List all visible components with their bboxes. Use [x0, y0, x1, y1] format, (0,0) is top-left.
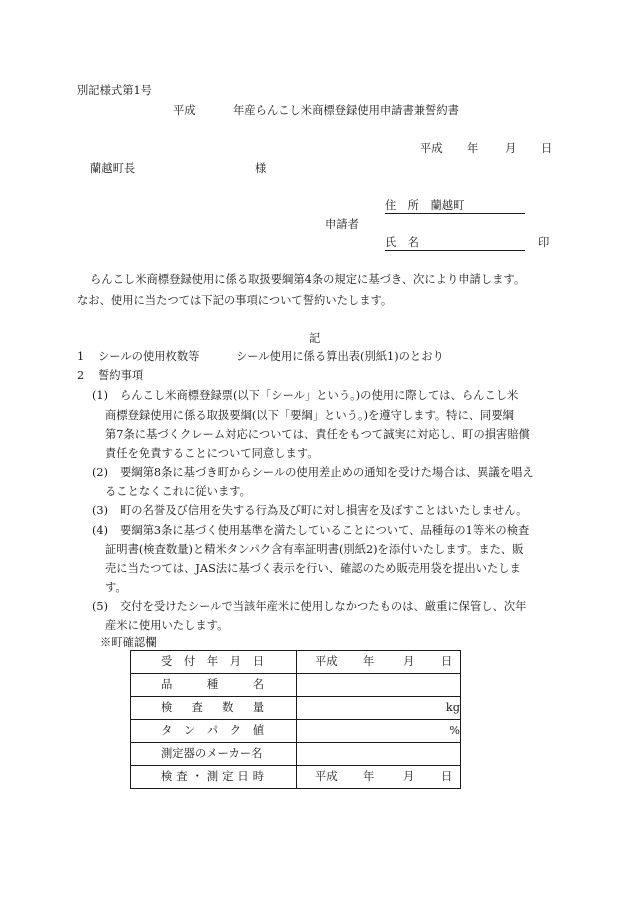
- address-field: [385, 200, 525, 214]
- pledge-item-line: 責任を免責することについて同意します。: [105, 447, 319, 460]
- pledge-item-line: 要綱第3条に基づく使用基準を満たしていることについて、品種毎の1等米の検査: [120, 524, 530, 537]
- confirm-label-meter-maker: 測定器のメーカー名: [131, 743, 297, 766]
- section-1-value: シール使用に係る算出表(別紙1)のとおり: [236, 350, 444, 363]
- intro-line-1: らんこし米商標登録使用に係る取扱要綱第4条の規定に基づき、次により申請します。: [90, 273, 526, 286]
- title-era: 平成: [173, 104, 196, 117]
- pledge-item-line: 交付を受けたシールで当該年産米に使用しなかつたものは、厳重に保管し、次年: [120, 600, 527, 613]
- pledge-item-line: ることなくこれに従います。: [105, 485, 251, 498]
- pledge-item-number: (3): [92, 504, 109, 517]
- pledge-item-line: 要綱第8条に基づき町からシールの使用差止めの通知を受けた場合は、異議を唱え: [120, 466, 534, 479]
- section-1-number: 1: [77, 350, 85, 363]
- pledge-item-number: (2): [92, 466, 109, 479]
- pledge-item-number: (4): [92, 524, 109, 537]
- confirm-value-receipt-date[interactable]: 平成 年 月 日: [297, 651, 461, 674]
- confirm-value-meter-maker[interactable]: [297, 743, 461, 766]
- table-row: [131, 651, 461, 674]
- pledge-item-line: 第7条に基づくクレーム対応については、責任をもつて誠実に対応し、町の損害賠償: [105, 428, 530, 441]
- confirm-label-protein-value: タ ン パ ク 値: [131, 720, 297, 743]
- ki-heading: 記: [309, 332, 321, 345]
- date-month: 月: [505, 142, 517, 155]
- applicant-role: 申請者: [325, 218, 359, 231]
- confirm-value-inspection-datetime[interactable]: 平成 年 月 日: [297, 766, 461, 789]
- confirm-value-variety[interactable]: [297, 674, 461, 697]
- address-value: 蘭越町: [430, 199, 465, 212]
- table-row: [131, 720, 461, 743]
- pledge-item-line: らんこし米商標登録票(以下「シール」という。)の使用に際しては、らんこし米: [120, 389, 519, 402]
- date-era: 平成: [420, 142, 443, 155]
- address-label: 住 所: [385, 199, 419, 212]
- addressee-honorific: 様: [255, 162, 267, 175]
- table-row: [131, 766, 461, 789]
- intro-line-2: なお、使用に当たつては下記の事項について誓約いたします。: [77, 294, 393, 307]
- name-label: 氏 名: [385, 236, 419, 249]
- confirm-label-inspection-quantity: 検 査 数 量: [131, 697, 297, 720]
- pledge-item-line: 町の名誉及び信用を失する行為及び町に対し損害を及ぼすことはいたしません。: [120, 504, 528, 517]
- date-day: 日: [541, 142, 553, 155]
- seal-mark: 印: [538, 236, 550, 249]
- table-row: [131, 743, 461, 766]
- unit-percent: %: [449, 724, 460, 738]
- confirm-table: [130, 650, 461, 789]
- confirm-label-variety: 品 種 名: [131, 674, 297, 697]
- section-1-label: シールの使用枚数等: [98, 350, 200, 363]
- confirm-label-receipt-date: 受 付 年 月 日: [131, 651, 297, 674]
- pledge-item-line: 売に当たつては、JAS法に基づく表示を行い、確認のため販売用袋を提出いたしま: [105, 562, 521, 575]
- section-2-label: 誓約事項: [98, 369, 144, 382]
- name-field: [385, 237, 525, 251]
- confirm-label-inspection-datetime: 検 査 ・ 測 定 日 時: [131, 766, 297, 789]
- pledge-item-number: (5): [92, 600, 109, 613]
- page-title: 年産らんこし米商標登録使用申請書兼誓約書: [233, 104, 459, 117]
- pledge-item-line: 産米に使用いたします。: [105, 619, 229, 632]
- table-row: [131, 697, 461, 720]
- date-year: 年: [467, 142, 479, 155]
- confirm-value-inspection-quantity[interactable]: [297, 697, 461, 720]
- form-number: 別記様式第1号: [77, 84, 152, 97]
- pledge-item-line: 証明書(検査数量)と精米タンパク含有率証明書(別紙2)を添付いたします。また、販: [105, 543, 524, 556]
- pledge-item-line: 商標登録使用に係る取扱要綱(以下「要綱」という。)を遵守します。特に、同要綱: [105, 409, 514, 422]
- pledge-item-number: (1): [92, 389, 109, 402]
- section-2-number: 2: [77, 369, 85, 382]
- confirm-value-protein-value[interactable]: [297, 720, 461, 743]
- confirm-box-heading: ※町確認欄: [100, 636, 157, 649]
- addressee-name: 蘭越町長: [90, 162, 136, 175]
- unit-kg: kg: [445, 701, 460, 715]
- table-row: [131, 674, 461, 697]
- pledge-item-line: す。: [105, 581, 127, 594]
